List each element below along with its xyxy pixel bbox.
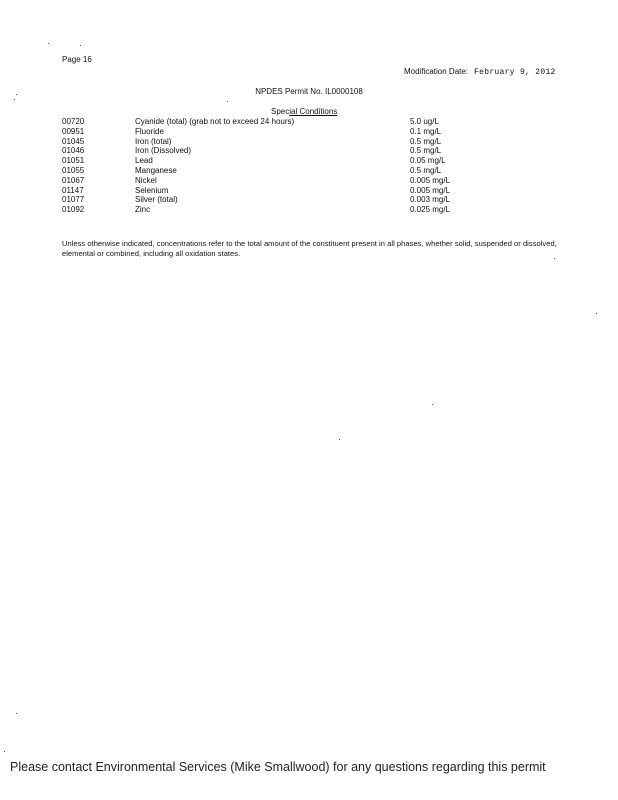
permit-number: NPDES Permit No. IL0000108 — [255, 87, 363, 96]
parameter-list — [62, 117, 482, 215]
parameter-name: Manganese — [135, 165, 177, 175]
parameter-code: 01055 — [62, 165, 85, 175]
scan-speck — [554, 258, 555, 259]
parameter-name: Silver (total) — [135, 195, 178, 205]
scan-speck — [48, 43, 49, 44]
modification-date — [404, 67, 556, 77]
parameter-row — [62, 117, 482, 127]
parameter-name: Iron (total) — [135, 136, 172, 146]
scan-speck — [339, 439, 340, 440]
scan-speck — [432, 404, 433, 405]
parameter-limit: 5.0 ug/L — [410, 117, 439, 126]
parameter-row — [62, 146, 482, 156]
parameter-name: Selenium — [135, 185, 169, 195]
scan-speck — [227, 101, 228, 102]
parameter-code: 01067 — [62, 175, 85, 185]
parameter-row — [62, 195, 482, 205]
parameter-row — [62, 137, 482, 147]
scan-speck — [16, 94, 17, 95]
parameter-limit: 0.005 mg/L — [410, 185, 451, 195]
parameter-limit: 0.5 mg/L — [410, 146, 442, 156]
scan-speck — [80, 45, 81, 46]
section-title-underlined: ial Conditions — [289, 107, 338, 116]
parameter-name: Nickel — [135, 175, 157, 185]
modification-date-value: February 9, 2012 — [474, 68, 556, 77]
parameter-code: 01046 — [62, 146, 85, 156]
section-title — [271, 107, 337, 116]
concentration-note: Unless otherwise indicated, concentrations refer to the total amount of the constituent present in all phases, whether solid, suspended or dissolved, elemental or combined, including all oxidation states. — [62, 239, 557, 258]
parameter-limit: 0.5 mg/L — [410, 165, 442, 175]
scan-speck — [4, 751, 5, 752]
modification-date-label: Modification Date: — [404, 67, 469, 76]
parameter-row — [62, 156, 482, 166]
parameter-limit: 0.1 mg/L — [410, 126, 442, 136]
parameter-row — [62, 166, 482, 176]
parameter-code: 01051 — [62, 156, 85, 166]
parameter-limit: 0.025 mg/L — [410, 205, 451, 215]
parameter-name: Lead — [135, 156, 153, 166]
parameter-code: 01147 — [62, 185, 84, 195]
parameter-limit: 0.005 mg/L — [410, 175, 451, 185]
parameter-limit: 0.5 mg/L — [410, 136, 442, 146]
parameter-code: 00720 — [62, 117, 85, 126]
parameter-limit: 0.05 mg/L — [410, 156, 446, 166]
scan-speck — [14, 99, 15, 100]
parameter-code: 01092 — [62, 205, 85, 215]
parameter-row — [62, 127, 482, 137]
parameter-code: 01077 — [62, 195, 85, 205]
parameter-name: Cyanide (total) (grab not to exceed 24 hours) — [135, 117, 295, 126]
page-number: Page 16 — [62, 55, 92, 64]
parameter-row — [62, 186, 482, 196]
scan-speck — [596, 313, 597, 314]
parameter-row — [62, 205, 482, 215]
parameter-name: Iron (Dissolved) — [135, 146, 192, 156]
parameter-name: Zinc — [135, 205, 151, 215]
footer-contact-note: Please contact Environmental Services (Mike Smallwood) for any questions regarding this permit — [10, 760, 546, 774]
parameter-name: Fluoride — [135, 126, 164, 136]
scan-speck — [16, 713, 17, 714]
section-title-prefix: Spec — [271, 107, 290, 116]
parameter-code: 00951 — [62, 126, 85, 136]
parameter-code: 01045 — [62, 136, 85, 146]
parameter-row — [62, 176, 482, 186]
parameter-limit: 0.003 mg/L — [410, 195, 451, 205]
